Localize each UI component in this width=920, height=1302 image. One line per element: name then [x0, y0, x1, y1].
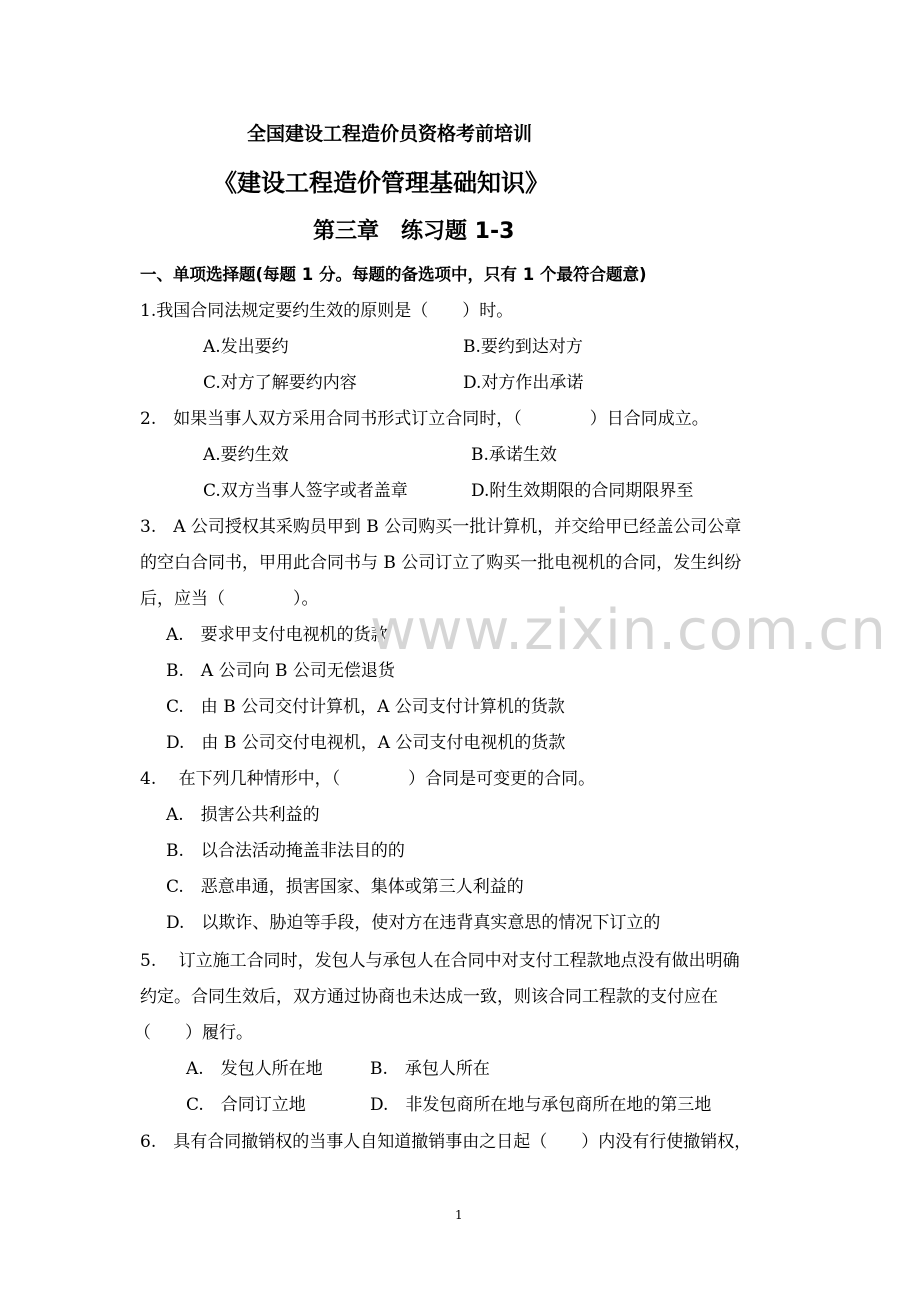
question-4-option-d: D. 以欺诈、胁迫等手段，使对方在违背真实意思的情况下订立的	[166, 913, 661, 933]
question-2-option-a: A.要约生效	[203, 445, 289, 465]
question-3-option-a: A. 要求甲支付电视机的货款	[166, 625, 388, 645]
question-4-option-b: B. 以合法活动掩盖非法目的的	[166, 841, 405, 861]
question-3-stem-line-1: 3. A 公司授权其采购员甲到 B 公司购买一批计算机，并交给甲已经盖公司公章	[140, 517, 742, 537]
question-1-option-c: C.对方了解要约内容	[203, 373, 357, 393]
question-1-option-b: B.要约到达对方	[463, 337, 583, 357]
question-3-option-b: B. A 公司向 B 公司无偿退货	[166, 661, 395, 681]
question-2-stem: 2. 如果当事人双方采用合同书形式订立合同时，（ ）日合同成立。	[140, 409, 709, 429]
question-3-option-c: C. 由 B 公司交付计算机，A 公司支付计算机的货款	[166, 697, 565, 717]
question-5-option-d: D. 非发包商所在地与承包商所在地的第三地	[370, 1095, 712, 1115]
question-1-option-a: A.发出要约	[203, 337, 289, 357]
question-4-option-a: A. 损害公共利益的	[166, 805, 320, 825]
question-6-stem: 6. 具有合同撤销权的当事人自知道撤销事由之日起（ ）内没有行使撤销权，	[140, 1132, 752, 1152]
section-title: 一、单项选择题(每题 1 分。每题的备选项中，只有 1 个最符合题意)	[140, 265, 647, 284]
header-line-1: 全国建设工程造价员资格考前培训	[247, 123, 533, 145]
watermark: www.zixin.com.cn	[370, 598, 887, 663]
question-5-option-b: B. 承包人所在	[370, 1059, 490, 1079]
question-2-option-d: D.附生效期限的合同期限界至	[471, 481, 694, 501]
header-line-2: 《建设工程造价管理基础知识》	[213, 169, 549, 197]
question-2-option-c: C.双方当事人签字或者盖章	[203, 481, 408, 501]
question-3-stem-line-2: 的空白合同书，甲用此合同书与 B 公司订立了购买一批电视机的合同，发生纠纷	[140, 553, 742, 573]
question-5-stem-line-1: 5. 订立施工合同时，发包人与承包人在合同中对支付工程款地点没有做出明确	[140, 951, 740, 971]
question-3-stem-line-3: 后，应当（ ）。	[140, 589, 319, 609]
header-line-3: 第三章 练习题 1-3	[313, 219, 515, 244]
question-4-stem: 4. 在下列几种情形中，（ ）合同是可变更的合同。	[140, 769, 596, 789]
question-1-option-d: D.对方作出承诺	[463, 373, 584, 393]
question-3-option-d: D. 由 B 公司交付电视机，A 公司支付电视机的货款	[166, 733, 566, 753]
page-number: 1	[455, 1208, 463, 1222]
question-5-stem-line-2: 约定。合同生效后，双方通过协商也未达成一致，则该合同工程款的支付应在	[140, 987, 718, 1007]
question-1-stem: 1.我国合同法规定要约生效的原则是（ ）时。	[140, 301, 514, 321]
question-5-stem-line-3: （ ）履行。	[134, 1023, 253, 1043]
question-2-option-b: B.承诺生效	[471, 445, 557, 465]
question-5-option-c: C. 合同订立地	[186, 1095, 306, 1115]
question-5-option-a: A. 发包人所在地	[186, 1059, 323, 1079]
question-4-option-c: C. 恶意串通，损害国家、集体或第三人利益的	[166, 877, 524, 897]
